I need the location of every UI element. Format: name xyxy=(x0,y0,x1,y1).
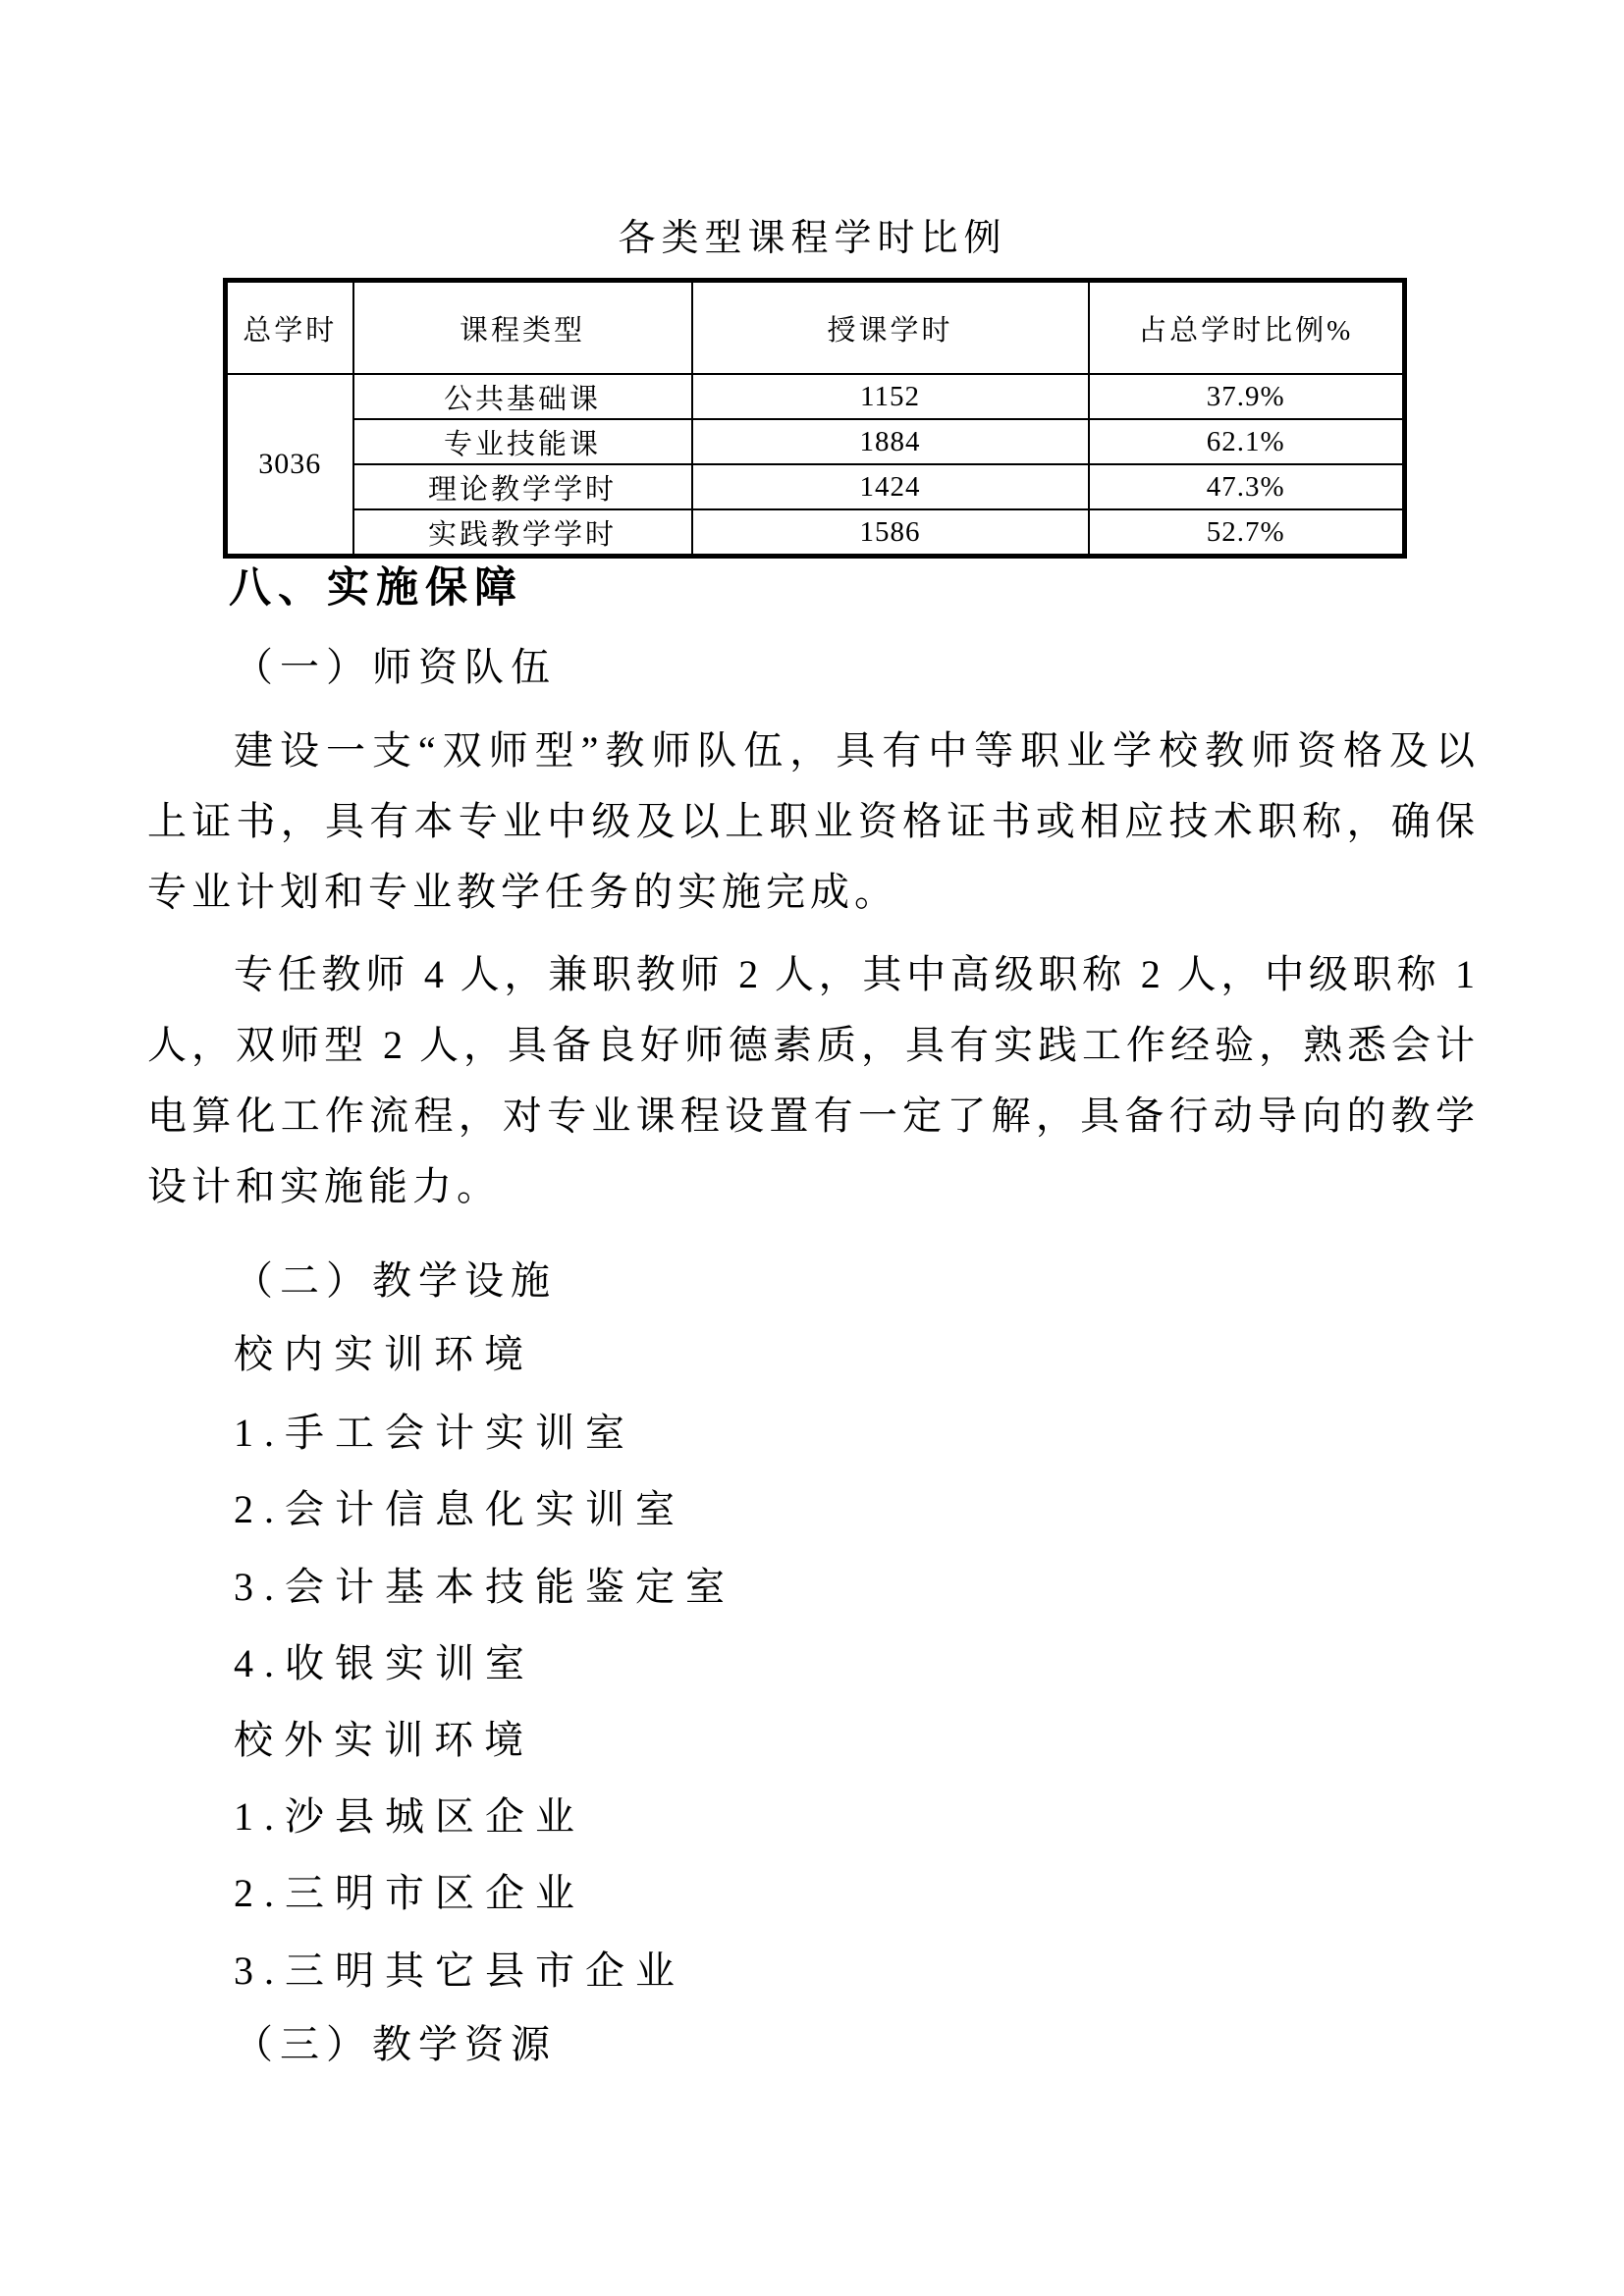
table-row xyxy=(226,374,1405,419)
paragraph-teacher-staffing xyxy=(147,939,1477,1222)
hours-cell: 1586 xyxy=(692,509,1089,557)
list-item-enterprise: 2.三明市区企业 xyxy=(234,1871,585,1915)
course-type-cell: 实践教学学时 xyxy=(353,509,692,557)
course-hours-table xyxy=(223,278,1407,559)
subsection-title-facilities: （二）教学设施 xyxy=(234,1258,557,1303)
paragraph-line: 专业计划和专业教学任务的实施完成。 xyxy=(147,870,898,914)
table-row xyxy=(226,419,1405,464)
header-cell-total-hours: 总学时 xyxy=(226,281,353,375)
percentage-cell: 37.9% xyxy=(1089,374,1405,419)
list-item-training-room: 1.手工会计实训室 xyxy=(234,1411,635,1455)
label-on-campus-training: 校内实训环境 xyxy=(234,1332,534,1376)
paragraph-line: 电算化工作流程，对专业课程设置有一定了解，具备行动导向的教学 xyxy=(147,1094,1477,1138)
subsection-title-teachers: （一）师资队伍 xyxy=(234,645,557,689)
table-row xyxy=(226,509,1405,557)
course-type-cell: 理论教学学时 xyxy=(353,464,692,509)
table-row xyxy=(226,464,1405,509)
paragraph-teacher-team xyxy=(147,716,1477,928)
paragraph-line: 建设一支“双师型”教师队伍，具有中等职业学校教师资格及以 xyxy=(234,728,1477,773)
percentage-cell: 52.7% xyxy=(1089,509,1405,557)
header-cell-percentage: 占总学时比例% xyxy=(1089,281,1405,375)
course-type-cell: 公共基础课 xyxy=(353,374,692,419)
hours-cell: 1424 xyxy=(692,464,1089,509)
list-item-training-room: 2.会计信息化实训室 xyxy=(234,1487,685,1531)
header-cell-course-type: 课程类型 xyxy=(353,281,692,375)
list-item-enterprise: 1.沙县城区企业 xyxy=(234,1794,585,1839)
list-item-training-room: 4.收银实训室 xyxy=(234,1641,535,1685)
hours-cell: 1884 xyxy=(692,419,1089,464)
percentage-cell: 47.3% xyxy=(1089,464,1405,509)
course-type-cell: 专业技能课 xyxy=(353,419,692,464)
header-cell-teaching-hours: 授课学时 xyxy=(692,281,1089,375)
list-item-enterprise: 3.三明其它县市企业 xyxy=(234,1949,685,1993)
total-hours-cell: 3036 xyxy=(226,374,353,557)
list-item-training-room: 3.会计基本技能鉴定室 xyxy=(234,1565,735,1609)
subsection-title-resources: （三）教学资源 xyxy=(234,2022,557,2066)
section-heading-8: 八、实施保障 xyxy=(229,564,523,612)
paragraph-line: 设计和实施能力。 xyxy=(147,1164,501,1208)
percentage-cell: 62.1% xyxy=(1089,419,1405,464)
paragraph-line: 专任教师 4 人，兼职教师 2 人，其中高级职称 2 人，中级职称 1 xyxy=(234,952,1477,996)
label-off-campus-training: 校外实训环境 xyxy=(234,1718,534,1762)
table-header-row xyxy=(226,281,1405,375)
paragraph-line: 上证书，具有本专业中级及以上职业资格证书或相应技术职称，确保 xyxy=(147,799,1477,843)
hours-cell: 1152 xyxy=(692,374,1089,419)
paragraph-line: 人，双师型 2 人，具备良好师德素质，具有实践工作经验，熟悉会计 xyxy=(147,1023,1477,1067)
table-caption: 各类型课程学时比例 xyxy=(618,218,1007,259)
